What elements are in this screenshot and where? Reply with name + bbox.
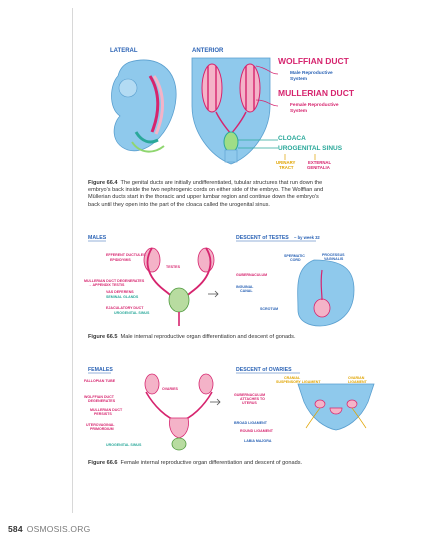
page-footer xyxy=(8,524,90,534)
mullerian-remnant-label: MULLERIAN DUCT DEGENERATES xyxy=(84,279,145,283)
appendix-testis-label: → APPENDIX TESTIS xyxy=(88,283,125,287)
gubernaculum-label: GUBERNACULUM xyxy=(234,393,266,397)
efferent-ductules-label: EFFERENT DUCTULES xyxy=(106,253,146,257)
external-genitalia-label: EXTERNAL xyxy=(308,160,332,165)
figure-66-5-caption xyxy=(88,334,388,341)
descent-ovaries-label: DESCENT of OVARIES xyxy=(236,367,292,373)
fallopian-tube-label: FALLOPIAN TUBE xyxy=(84,379,116,383)
ovarian-ligament-label-2: LIGAMENT xyxy=(348,380,367,384)
external-genitalia-label-2: GENITALIA xyxy=(307,165,330,170)
caption-line: back until they open into the part of the cloaca called the urogenital sinus. xyxy=(88,201,270,208)
inguinal-canal-label: INGUINAL xyxy=(236,285,254,289)
urogenital-sinus-label: UROGENITAL SINUS xyxy=(106,443,142,447)
males-label: MALES xyxy=(88,235,107,241)
caption-number: Figure 66.5 xyxy=(88,334,118,340)
wolffian-sub2-label: System xyxy=(290,77,308,82)
epididymis-label: EPIDIDYMIS xyxy=(110,258,131,262)
spermatic-cord-label: SPERMATIC xyxy=(284,254,305,258)
female-differentiation-illustration xyxy=(84,362,384,454)
caption-line: The genital ducts are initially undifferentiated, tubular structures that run down the xyxy=(120,180,323,186)
caption-text: Female internal reproductive organ differentiation and descent of gonads. xyxy=(120,460,303,466)
mullerian-sub-label: Female Reproductive xyxy=(290,103,339,108)
round-ligament-label: ROUND LIGAMENT xyxy=(240,429,273,433)
uterovaginal-primordium-label: UTEROVAGINAL xyxy=(86,423,115,427)
mullerian-persists-label-2: PERSISTS xyxy=(94,412,112,416)
seminal-glands-label: SEMINAL GLANDS xyxy=(106,295,139,299)
wolffian-degenerates-label-2: DEGENERATES xyxy=(88,399,116,403)
figure-66-4 xyxy=(80,36,380,184)
processus-vaginalis-label: PROCESSUS xyxy=(322,253,345,257)
processus-vaginalis-label-2: VAGINALIS xyxy=(324,257,344,261)
caption-number: Figure 66.6 xyxy=(88,460,118,466)
male-differentiation-illustration xyxy=(84,230,384,330)
male-ducts-drawing xyxy=(144,248,214,326)
mullerian-persists-label: MULLERIAN DUCT xyxy=(90,408,123,412)
gubernaculum-label: GUBERNACULUM xyxy=(236,273,268,277)
females-label: FEMALES xyxy=(88,367,113,373)
caption-line: embryo's back inside the two nephrogenic cords on either side of the embryo. The Wolffian and xyxy=(88,187,324,194)
figure-66-4-caption xyxy=(88,180,388,209)
caption-text: Male internal reproductive organ differentiation and descent of gonads. xyxy=(120,334,296,340)
labia-majora-label: LABIA MAJORA xyxy=(244,439,272,443)
urogenital-sinus-label: UROGENITAL SINUS xyxy=(278,145,343,152)
cranial-ligament-label: CRANIAL xyxy=(284,376,301,380)
urinary-tract-label-2: TRACT xyxy=(279,165,294,170)
wolffian-degenerates-label: WOLFFIAN DUCT xyxy=(84,395,114,399)
caption-number: Figure 66.4 xyxy=(88,180,118,186)
figure-66-5 xyxy=(84,230,384,330)
footer-brand-link[interactable]: OSMOSIS.ORG xyxy=(26,524,91,534)
mullerian-sub2-label: System xyxy=(290,109,308,114)
urogenital-sinus-label: UROGENITAL SINUS xyxy=(114,311,150,315)
figure-66-6 xyxy=(84,362,384,454)
page-number: 584 xyxy=(8,524,23,534)
lateral-embryo-drawing xyxy=(112,60,177,152)
lateral-label: LATERAL xyxy=(110,48,138,54)
genital-ducts-illustration xyxy=(80,36,380,184)
figure-66-6-caption xyxy=(88,460,388,467)
ovaries-descent-drawing xyxy=(298,384,374,430)
inguinal-canal-label-2: CANAL xyxy=(240,289,253,293)
scrotum-label: SCROTUM xyxy=(260,307,279,311)
ovarian-ligament-label: OVARIAN xyxy=(348,376,365,380)
testes-label: TESTES xyxy=(166,265,180,269)
urinary-tract-label: URINARY xyxy=(276,160,296,165)
spermatic-cord-label-2: CORD xyxy=(290,258,301,262)
vas-deferens-label: VAS DEFERENS xyxy=(106,290,134,294)
cranial-ligament-label-2: SUSPENSORY LIGAMENT xyxy=(276,380,321,384)
anterior-label: ANTERIOR xyxy=(192,48,224,54)
female-ducts-drawing xyxy=(145,374,213,450)
uterovaginal-primordium-label-2: PRIMORDIUM xyxy=(90,427,114,431)
mullerian-duct-label: MULLERIAN DUCT xyxy=(278,88,355,98)
ejaculatory-duct-label: EJACULATORY DUCT xyxy=(106,306,144,310)
gub-uterus-label: UTERUS xyxy=(242,401,257,405)
descent-testes-label: DESCENT of TESTES xyxy=(236,235,289,241)
cloaca-label: CLOACA xyxy=(278,135,306,142)
margin-divider xyxy=(72,8,73,513)
wolffian-duct-label: WOLFFIAN DUCT xyxy=(278,56,349,66)
broad-ligament-label: BROAD LIGAMENT xyxy=(234,421,267,425)
wolffian-sub-label: Male Reproductive xyxy=(290,71,333,76)
testes-descent-drawing xyxy=(298,260,354,326)
caption-line: Müllerian ducts start in the thoracic and upper lumbar region and continue down the embryo's xyxy=(88,194,319,201)
gub-attaches-label: ATTACHES TO xyxy=(240,397,265,401)
by-week-label: ~ by week 32 xyxy=(294,235,320,240)
ovaries-label: OVARIES xyxy=(162,387,178,391)
